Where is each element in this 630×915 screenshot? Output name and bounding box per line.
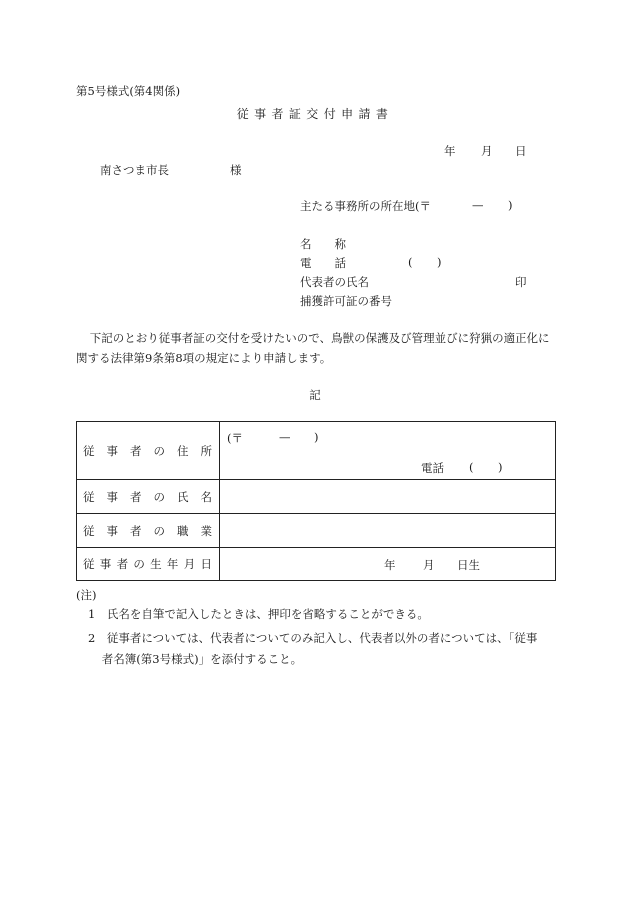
worker-phone-open-paren: ( (469, 460, 474, 474)
date-day-label: 日 (515, 144, 527, 158)
birth-month-label: 月 (423, 558, 435, 572)
date-month-label: 月 (481, 144, 493, 158)
worker-birthdate-label: 従事者の生年月日 (83, 557, 212, 571)
address-postal-open: (〒 (227, 431, 243, 445)
capture-permit-number-label: 捕獲許可証の番号 (300, 294, 392, 308)
applicant-phone-open-paren: ( (408, 255, 413, 269)
office-address-close-paren: ) (508, 198, 513, 212)
application-statement: 下記のとおり従事者証の交付を受けたいので、鳥獣の保護及び管理並びに狩猟の適正化に関する法律第9条第8項の規定により申請します。 (76, 331, 550, 365)
occupation-label-cell (77, 514, 220, 548)
address-value-cell[interactable] (220, 422, 556, 480)
ki-heading: 記 (309, 388, 321, 402)
applicant-name-label: 名 称 (300, 237, 346, 251)
addressee-honorific: 様 (230, 163, 242, 177)
note-item-2 (88, 628, 558, 670)
birth-year-label: 年 (384, 558, 396, 572)
birthdate-label-cell (77, 548, 220, 581)
representative-name-label: 代表者の氏名 (300, 275, 369, 289)
worker-address-label: 従事者の住所 (83, 443, 212, 458)
notes-heading: (注) (76, 588, 97, 602)
document-title: 従事者証交付申請書 (236, 107, 394, 121)
birthdate-value-cell[interactable] (220, 548, 556, 581)
worker-occupation-label: 従事者の職業 (83, 523, 212, 538)
worker-phone-label: 電話 (421, 461, 444, 475)
worker-phone-close-paren: ) (498, 460, 503, 474)
birth-day-label: 日生 (457, 558, 480, 572)
applicant-detail-table (76, 421, 556, 581)
table-row (77, 422, 556, 480)
date-year-label: 年 (444, 144, 456, 158)
address-postal-dash: — (279, 430, 291, 444)
note-item-1: 1 氏名を自筆で記入したときは、押印を省略することができる。 (88, 607, 429, 621)
table-row (77, 480, 556, 514)
address-postal-close: ) (314, 430, 319, 444)
name-label-cell (77, 480, 220, 514)
applicant-phone-close-paren: ) (437, 255, 442, 269)
office-address-label: 主たる事務所の所在地(〒 (300, 199, 431, 213)
occupation-value-cell[interactable] (220, 514, 556, 548)
addressee-name: 南さつま市長 (100, 163, 169, 177)
table-row (77, 514, 556, 548)
name-value-cell[interactable] (220, 480, 556, 514)
note-item-2-line-2: 者名簿(第3号様式)」を添付すること。 (101, 652, 303, 666)
applicant-phone-label: 電 話 (300, 256, 346, 270)
table-row (77, 548, 556, 581)
worker-name-label: 従事者の氏名 (83, 489, 212, 504)
seal-mark: 印 (515, 275, 527, 289)
address-label-cell (77, 422, 220, 480)
form-number-label: 第5号様式(第4関係) (76, 84, 181, 98)
note-item-2-line-1: 2 従事者については、代表者についてのみ記入し、代表者以外の者については、「従事 (88, 631, 538, 645)
office-postal-dash: — (472, 198, 484, 212)
